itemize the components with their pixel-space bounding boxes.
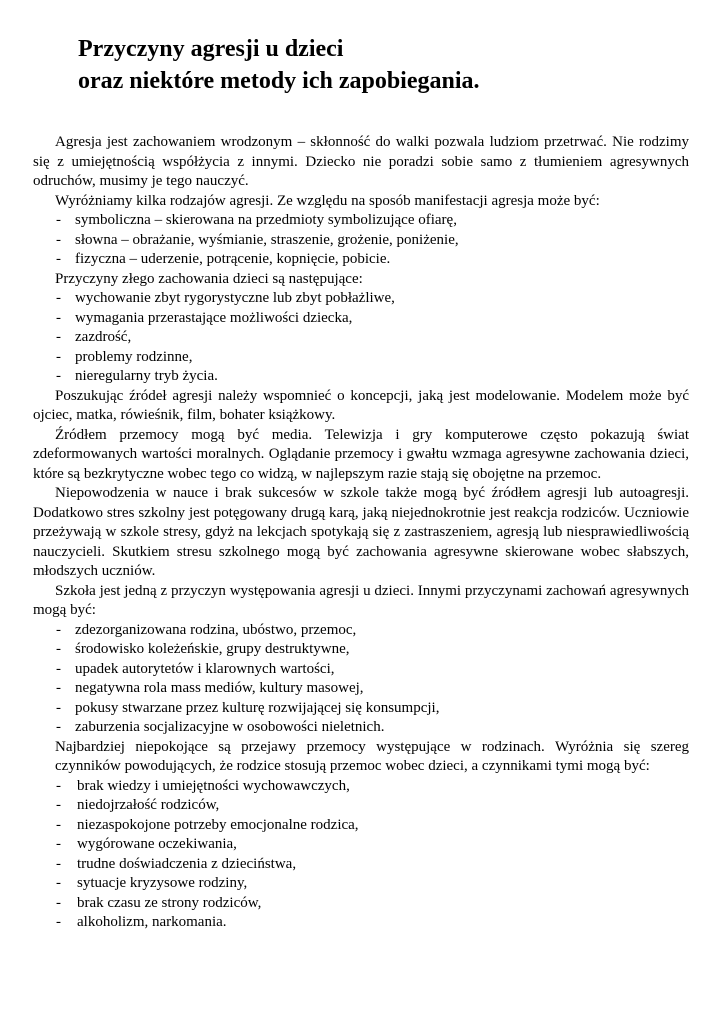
paragraph-school-failure: Niepowodzenia w nauce i brak sukcesów w szkole także mogą być źródłem agresji lub autoagresji. Dodatkowo stres szkolny jest potęgowany drugą karą, jaką niejednokrotnie jest reakcja rodziców. Uczniowie przeżywają w szkole stresy, gdyż na lekcjach spotykają się z zastraszeniem, agresją lub niesprawiedliwością nauczycieli. Skutkiem stresu szkolnego mogą być zachowania agresywne skierowane wobec słabszych, młodszych uczniów. [33, 485, 689, 579]
list-item: - zazdrość, [33, 328, 689, 348]
list-aggression-types [33, 211, 689, 270]
list-item: - negatywna rola mass mediów, kultury masowej, [33, 679, 689, 699]
list-item: - brak wiedzy i umiejętności wychowawczych, [33, 777, 689, 797]
list-item: - zdezorganizowana rodzina, ubóstwo, przemoc, [33, 621, 689, 641]
list-item: - trudne doświadczenia z dzieciństwa, [33, 855, 689, 875]
paragraph-school-causes: Szkoła jest jedną z przyczyn występowania agresji u dzieci. Innymi przyczynami zachowań agresywnych mogą być: [33, 582, 689, 618]
paragraph-intro: Agresja jest zachowaniem wrodzonym – skłonność do walki pozwala ludziom przetrwać. Nie rodzimy się z umiejętnością współżycia z innymi. Dziecko nie poradzi sobie samo z tłumieniem agresywnych odruchów, musimy je tego nauczyć. [33, 134, 689, 189]
list-item: - brak czasu ze strony rodziców, [33, 894, 689, 914]
list-item: - fizyczna – uderzenie, potrącenie, kopnięcie, pobicie. [33, 250, 689, 270]
title-line-2: oraz niektóre metody ich zapobiegania. [78, 68, 480, 94]
list-item: - słowna – obrażanie, wyśmianie, straszenie, grożenie, poniżenie, [33, 231, 689, 251]
title-line-1: Przyczyny agresji u dzieci [78, 36, 344, 62]
list-item: - nieregularny tryb życia. [33, 367, 689, 387]
list-item: - wychowanie zbyt rygorystyczne lub zbyt pobłażliwe, [33, 289, 689, 309]
paragraph-media: Źródłem przemocy mogą być media. Telewizja i gry komputerowe często pokazują świat zdeformowanych wartości moralnych. Oglądanie przemocy i gwałtu wzmaga agresywne zachowania dzieci, które są bezkrytyczne wobec tego co widzą, w najlepszym razie stają się obojętne na przemoc. [33, 426, 689, 482]
list-item: - niezaspokojone potrzeby emocjonalne rodzica, [33, 816, 689, 836]
list-item: - alkoholizm, narkomania. [33, 913, 689, 933]
list-item: - upadek autorytetów i klarownych wartości, [33, 660, 689, 680]
list-item: - problemy rodzinne, [33, 348, 689, 368]
page-title [78, 33, 480, 97]
paragraph-family-violence: Najbardziej niepokojące są przejawy przemocy występujące w rodzinach. Wyróżnia się szereg czynników powodujących, że rodzice stosują przemoc wobec dzieci, a czynnikami tymi mogą być: [55, 738, 689, 774]
list-behavior-causes [33, 289, 689, 387]
document-body [33, 133, 689, 933]
list-item: - niedojrzałość rodziców, [33, 796, 689, 816]
list-item: - wygórowane oczekiwania, [33, 835, 689, 855]
list-family-factors [33, 777, 689, 933]
list-item: - symboliczna – skierowana na przedmioty symbolizujące ofiarę, [33, 211, 689, 231]
paragraph-causes-intro: Przyczyny złego zachowania dzieci są następujące: [55, 270, 363, 287]
paragraph-types-intro: Wyróżniamy kilka rodzajów agresji. Ze względu na sposób manifestacji agresja może być: [55, 192, 600, 209]
paragraph-modeling: Poszukując źródeł agresji należy wspomnieć o koncepcji, jaką jest modelowanie. Modelem może być ojciec, matka, rówieśnik, film, bohater książkowy. [33, 387, 689, 423]
list-item: - zaburzenia socjalizacyjne w osobowości nieletnich. [33, 718, 689, 738]
list-item: - środowisko koleżeńskie, grupy destruktywne, [33, 640, 689, 660]
list-other-causes [33, 621, 689, 738]
list-item: - pokusy stwarzane przez kulturę rozwijającej się konsumpcji, [33, 699, 689, 719]
list-item: - wymagania przerastające możliwości dziecka, [33, 309, 689, 329]
list-item: - sytuacje kryzysowe rodziny, [33, 874, 689, 894]
